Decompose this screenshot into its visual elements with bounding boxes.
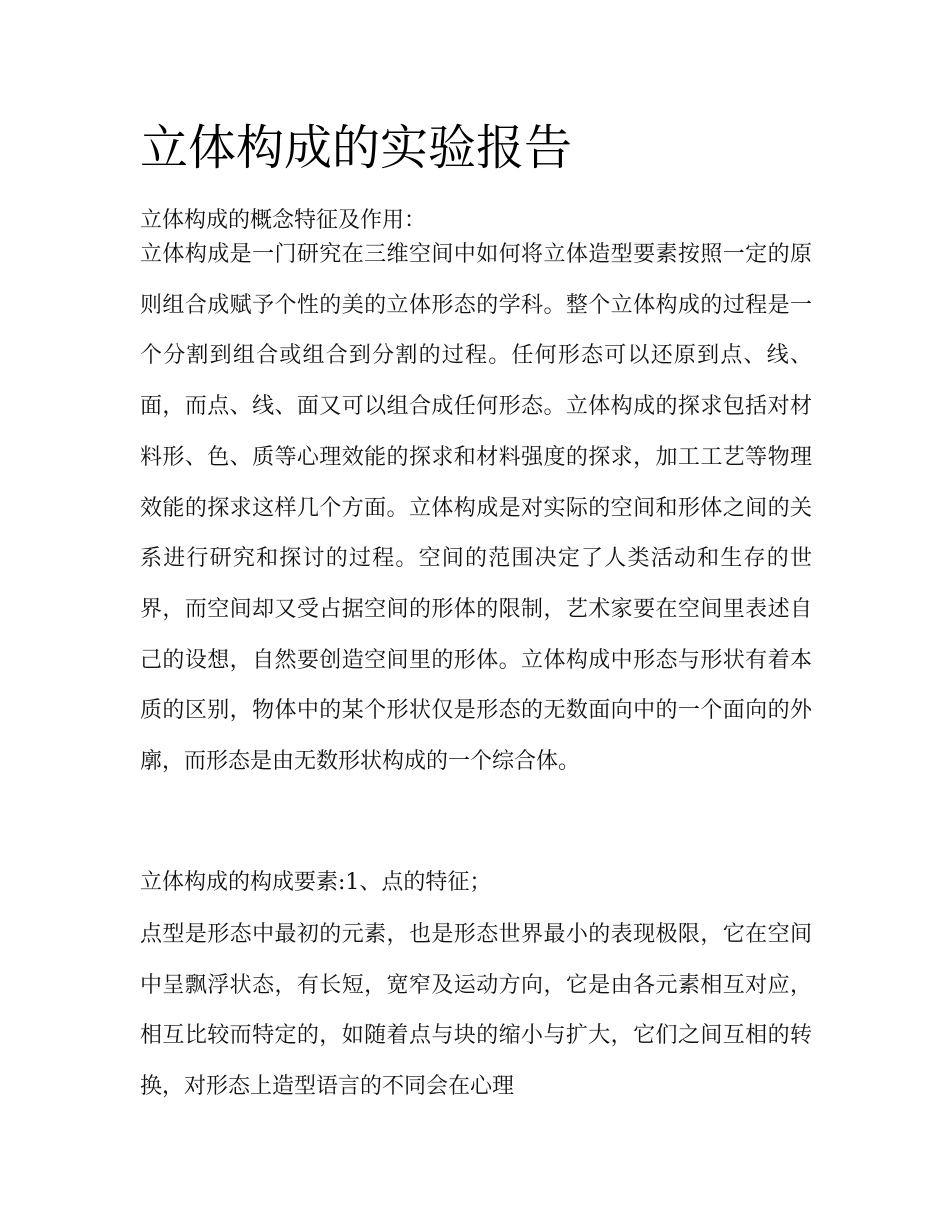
section-paragraph-elements: 点型是形态中最初的元素，也是形态世界最小的表现极限，它在空间中呈飘浮状态，有长短，宽窄及运动方向，它是由各元素相互对应，相互比较而特定的，如随着点与块的缩小与扩大，它们之间互相的转换，对形态上造型语言的不同会在心理 [140, 922, 812, 1100]
section-paragraph-concept: 立体构成是一门研究在三维空间中如何将立体造型要素按照一定的原则组合成赋予个性的美的立体形态的学科。整个立体构成的过程是一个分割到组合或组合到分割的过程。任何形态可以还原到点、线、面，而点、线、面又可以组合成任何形态。立体构成的探求包括对材料形、色、质等心理效能的探求和材料强度的探求，加工工艺等物理效能的探求这样几个方面。立体构成是对实际的空间和形体之间的关系进行研究和探讨的过程。空间的范围决定了人类活动和生存的世界，而空间却又受占据空间的形体的限制，艺术家要在空间里表述自己的设想，自然要创造空间里的形体。立体构成中形态与形状有着本质的区别，物体中的某个形状仅是形态的无数面向中的一个面向的外廓，而形态是由无数形状构成的一个综合体。 [140, 242, 812, 775]
section-heading-concept: 立体构成的概念特征及作用： [140, 208, 427, 233]
section-heading-elements: 立体构成的构成要素:1、点的特征； [140, 870, 492, 895]
document-title: 立体构成的实验报告 [140, 120, 573, 176]
